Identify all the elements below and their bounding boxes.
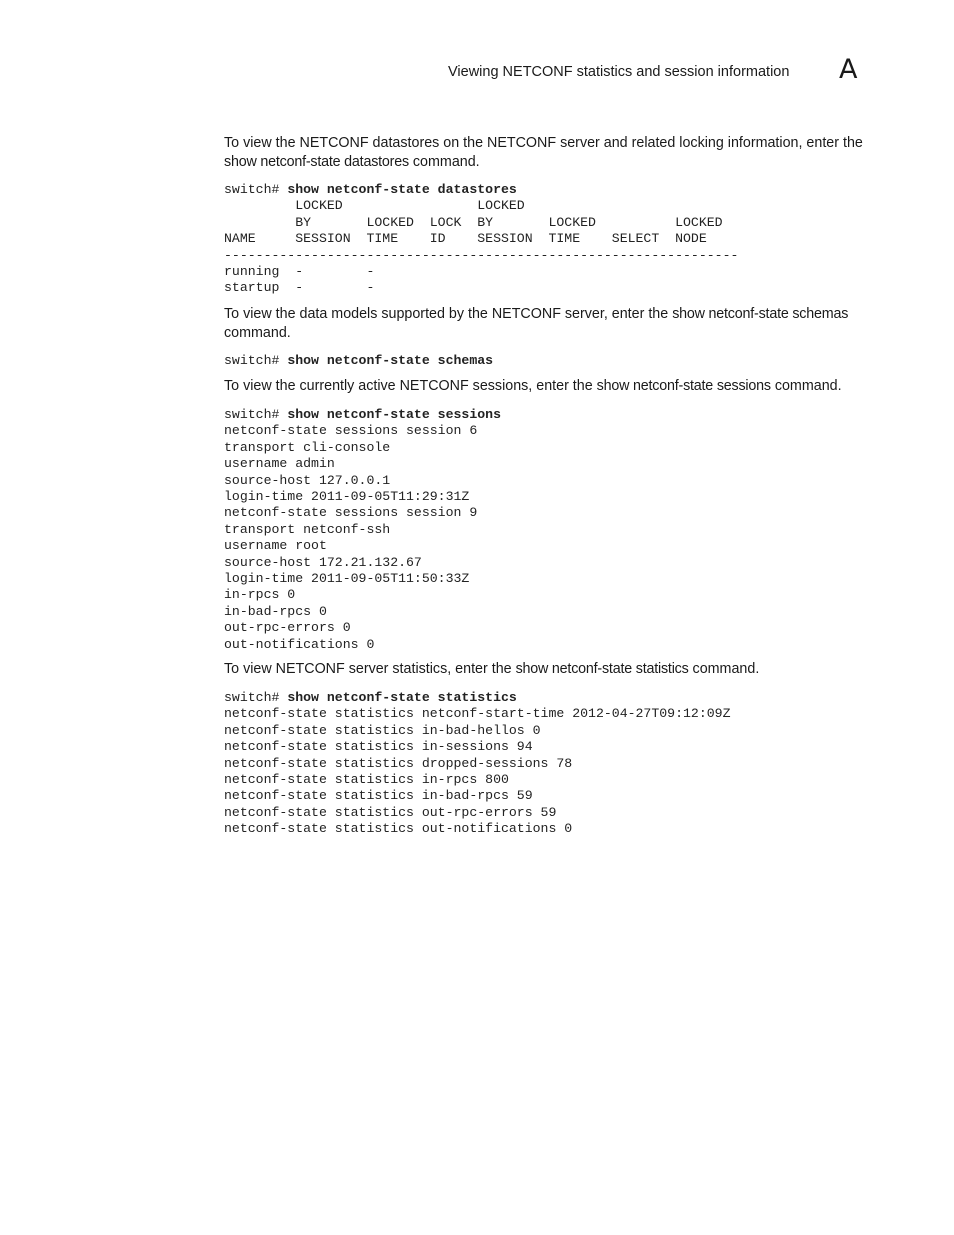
datastores-code-block bbox=[224, 182, 738, 297]
datastores-intro-end: command. bbox=[408, 154, 480, 170]
datastores-command: show netconf-state datastores bbox=[287, 182, 517, 197]
schemas-intro-text: To view the data models supported by the NETCONF server, enter the bbox=[224, 306, 673, 322]
sessions-intro-paragraph bbox=[224, 377, 874, 396]
statistics-intro-text: To view NETCONF server statistics, enter the bbox=[224, 661, 516, 677]
statistics-intro-end: command. bbox=[688, 661, 760, 677]
sessions-intro-end: command. bbox=[770, 378, 842, 394]
sessions-command: show netconf-state sessions bbox=[287, 407, 501, 422]
appendix-letter: A bbox=[839, 54, 858, 85]
statistics-output: netconf-state statistics netconf-start-time 2012-04-27T09:12:09Z netconf-state statistics in-bad-hellos 0 netconf-state statistics in-sessions 94 netconf-state statistics dropped-sessions 78 netconf-state statistics in-rpcs 800 netconf-state statistics in-bad-rpcs 59 netconf-state statistics out-rpc-errors 59 netconf-state statistics out-notifications 0 bbox=[224, 706, 731, 837]
datastores-prompt: switch# bbox=[224, 182, 288, 197]
datastores-intro-paragraph bbox=[224, 134, 874, 172]
running-header-title: Viewing NETCONF statistics and session information bbox=[448, 64, 790, 80]
statistics-code-block bbox=[224, 690, 730, 838]
sessions-output: netconf-state sessions session 6 transport cli-console username admin source-host 127.0.0.1 login-time 2011-09-05T11:29:31Z netconf-state sessions session 9 transport netconf-ssh username root source-host 172.21.132.67 login-time 2011-09-05T11:50:33Z in-rpcs 0 in-bad-rpcs 0 out-rpc-errors 0 out-notifications 0 bbox=[224, 423, 478, 652]
schemas-intro-paragraph bbox=[224, 305, 874, 343]
sessions-intro-text: To view the currently active NETCONF sessions, enter the bbox=[224, 378, 597, 394]
schemas-command: show netconf-state schemas bbox=[287, 353, 494, 368]
schemas-intro-end: command. bbox=[224, 325, 291, 341]
sessions-prompt: switch# bbox=[224, 407, 288, 422]
sessions-command-reference: show netconf-state sessions bbox=[596, 378, 771, 394]
sessions-code-block bbox=[224, 407, 501, 653]
statistics-intro-paragraph bbox=[224, 660, 874, 679]
statistics-command: show netconf-state statistics bbox=[287, 690, 517, 705]
schemas-command-reference: show netconf-state schemas bbox=[672, 306, 849, 322]
schemas-prompt: switch# bbox=[224, 353, 288, 368]
datastores-command-reference: show netconf-state datastores bbox=[224, 154, 409, 170]
statistics-command-reference: show netconf-state statistics bbox=[515, 661, 689, 677]
datastores-intro-text: To view the NETCONF datastores on the NETCONF server and related locking information, enter the bbox=[224, 135, 863, 151]
datastores-output: LOCKED LOCKED BY LOCKED LOCK BY LOCKED LOCKED NAME SESSION TIME ID SESSION TIME SELECT NODE ----------------------------------------------------------------- running - - startup - - bbox=[224, 198, 739, 296]
schemas-code-block bbox=[224, 353, 493, 369]
statistics-prompt: switch# bbox=[224, 690, 288, 705]
